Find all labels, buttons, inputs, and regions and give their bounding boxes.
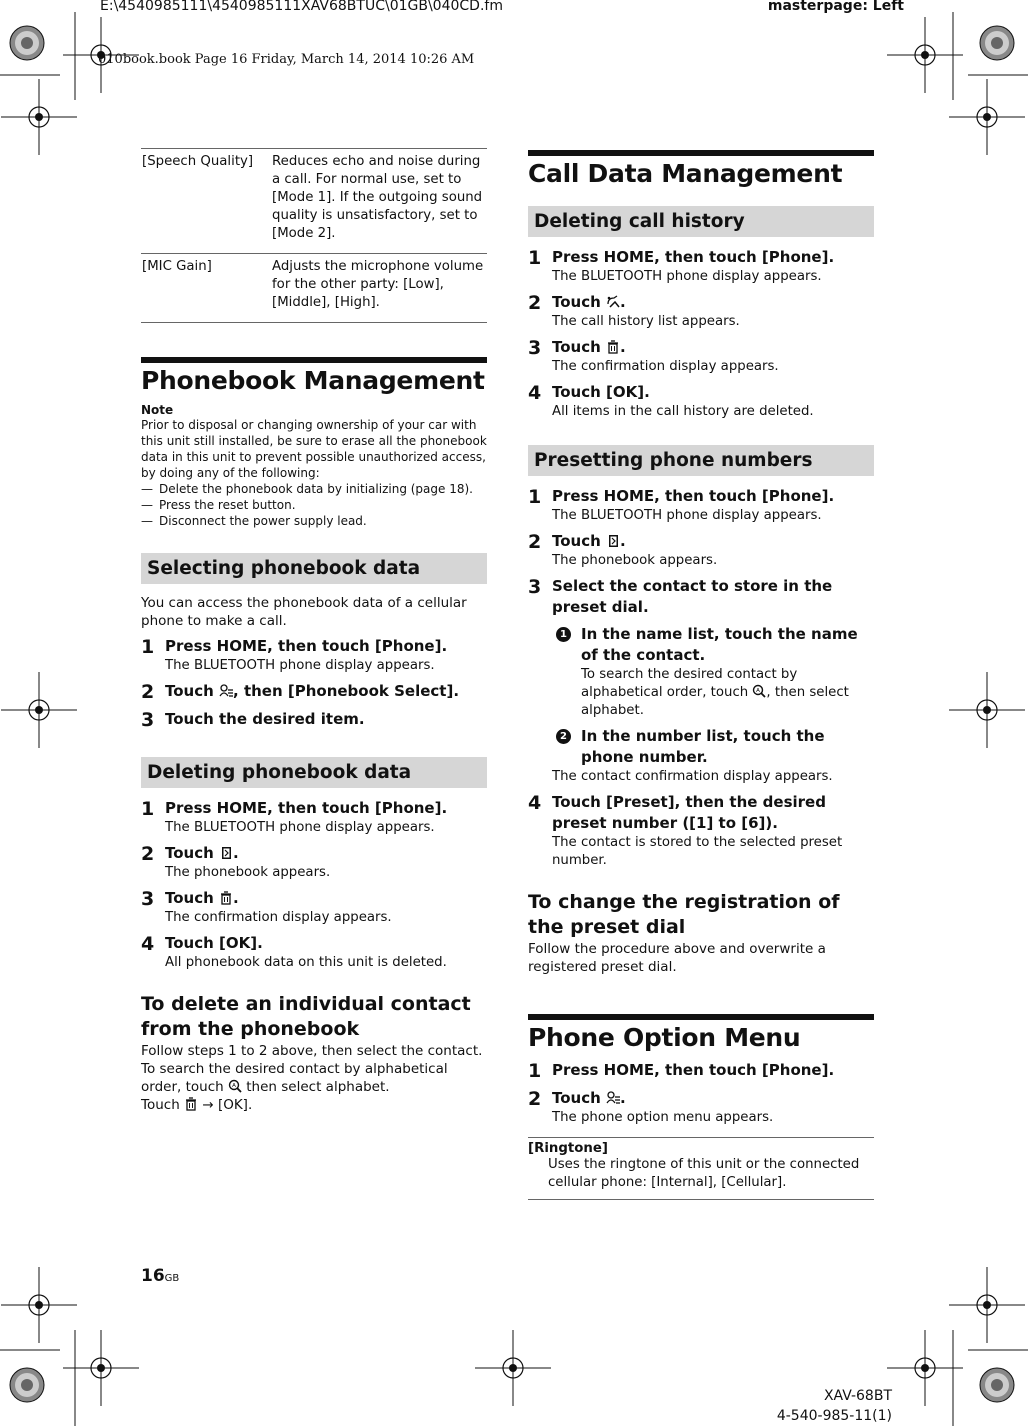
- subsection-title: Presetting phone numbers: [528, 445, 874, 476]
- trash-icon: [606, 340, 620, 354]
- left-column: [141, 148, 487, 1114]
- step: 3 Touch the desired item.: [141, 709, 365, 731]
- book-info-line: 010book.book Page 16 Friday, March 14, 2014 10:26 AM: [98, 52, 475, 67]
- step: 4 Touch [OK]. All phonebook data on this unit is deleted.: [141, 933, 447, 970]
- step: 1 Press HOME, then touch [Phone]. The BLUETOOTH phone display appears.: [528, 247, 835, 284]
- trash-icon: [184, 1097, 198, 1111]
- call-history-icon: [606, 295, 620, 309]
- setting-value: Reduces echo and noise during a call. For normal use, set to [Mode 1]. If the outgoing sound quality is unsatisfactory, set to [Mode 2].: [272, 149, 487, 254]
- file-path: E:\4540985111\4540985111XAV68BTUC\01GB\040CD.fm: [100, 0, 503, 14]
- step: 2 Touch . The phonebook appears.: [141, 843, 331, 880]
- body-text: Touch → [OK].: [141, 1097, 253, 1113]
- option-icon: [606, 1091, 620, 1105]
- page-number: 16GB: [141, 1266, 180, 1286]
- step: 1 Press HOME, then touch [Phone].: [528, 1060, 835, 1082]
- step: 4 Touch [Preset], then the desired preset number ([1] to [6]). The contact is stored to the selected preset number.: [528, 792, 843, 868]
- sub-step: 2 In the number list, touch the phone number.: [556, 726, 872, 768]
- trash-icon: [219, 891, 233, 905]
- subsection-title: Selecting phonebook data: [141, 553, 487, 584]
- document-code: 4-540-985-11(1): [776, 1408, 892, 1424]
- step-result: The contact confirmation display appears.: [552, 769, 833, 784]
- minor-heading: To change the registration of the preset dial: [528, 891, 840, 938]
- step: 2 Touch . The call history list appears.: [528, 292, 740, 329]
- search-icon: [752, 684, 766, 698]
- intro-text: You can access the phonebook data of a cellular phone to make a call.: [141, 595, 467, 629]
- settings-table: [141, 148, 487, 323]
- table-row: [141, 149, 487, 254]
- masterpage-label: masterpage: Left: [767, 0, 904, 14]
- option-icon: [219, 684, 233, 698]
- step: 2 Touch , then [Phonebook Select].: [141, 681, 460, 703]
- step: 2 Touch . The phonebook appears.: [528, 531, 718, 568]
- step: 1 Press HOME, then touch [Phone]. The BLUETOOTH phone display appears.: [528, 486, 835, 523]
- step: 4 Touch [OK]. All items in the call history are deleted.: [528, 382, 814, 419]
- setting-key: [MIC Gain]: [141, 254, 272, 323]
- model-number: XAV-68BT: [823, 1388, 892, 1404]
- section-title: Call Data Management: [528, 150, 874, 188]
- body-text: Follow steps 1 to 2 above, then select the contact.: [141, 1043, 483, 1059]
- step: 1 Press HOME, then touch [Phone]. The BLUETOOTH phone display appears.: [141, 798, 448, 835]
- body-text: To search the desired contact by alphabetical order, touch then select alphabet.: [141, 1061, 448, 1095]
- phonebook-icon: [606, 534, 620, 548]
- note-label: Note: [141, 403, 174, 417]
- setting-key: [Speech Quality]: [141, 149, 272, 254]
- note-text: Prior to disposal or changing ownership of your car with this unit still installed, be sure to erase all the phonebook data in this unit to prevent possible unauthorized access, by doing any of the following:: [141, 418, 487, 480]
- body-text: Follow the procedure above and overwrite a registered preset dial.: [528, 941, 826, 975]
- step: 3 Touch . The confirmation display appears.: [528, 337, 779, 374]
- option-key: [Ringtone]: [528, 1141, 608, 1156]
- note-item: — Delete the phonebook data by initializing (page 18).: [141, 482, 473, 496]
- setting-value: Adjusts the microphone volume for the other party: [Low], [Middle], [High].: [272, 254, 487, 323]
- subsection-title: Deleting phonebook data: [141, 757, 487, 788]
- note-item: — Disconnect the power supply lead.: [141, 514, 367, 528]
- sub-step: 1 In the name list, touch the name of the contact. To search the desired contact by alphabetical order, touch , then select alphabet.: [556, 624, 872, 720]
- option-value: Uses the ringtone of this unit or the connected cellular phone: [Internal], [Cellular].: [548, 1157, 860, 1190]
- table-row: [141, 254, 487, 323]
- phonebook-icon: [219, 846, 233, 860]
- right-column: [528, 148, 874, 1200]
- step: 1 Press HOME, then touch [Phone]. The BLUETOOTH phone display appears.: [141, 636, 448, 673]
- subsection-title: Deleting call history: [528, 206, 874, 237]
- step: 2 Touch . The phone option menu appears.: [528, 1088, 774, 1125]
- option-entry: [528, 1137, 874, 1200]
- note-item: — Press the reset button.: [141, 498, 296, 512]
- search-icon: [228, 1079, 242, 1093]
- section-title: Phonebook Management: [141, 357, 487, 395]
- section-title: Phone Option Menu: [528, 1014, 874, 1052]
- step: 3 Select the contact to store in the preset dial. 1 In the name list, touch the name of the contact. To search the desired contact by alphabetical order, touch , then select alphabet. 2 In the number list, touch the phone number. The contact confirmation display appears.: [528, 576, 874, 786]
- minor-heading: To delete an individual contact from the phonebook: [141, 993, 471, 1040]
- step: 3 Touch . The confirmation display appears.: [141, 888, 392, 925]
